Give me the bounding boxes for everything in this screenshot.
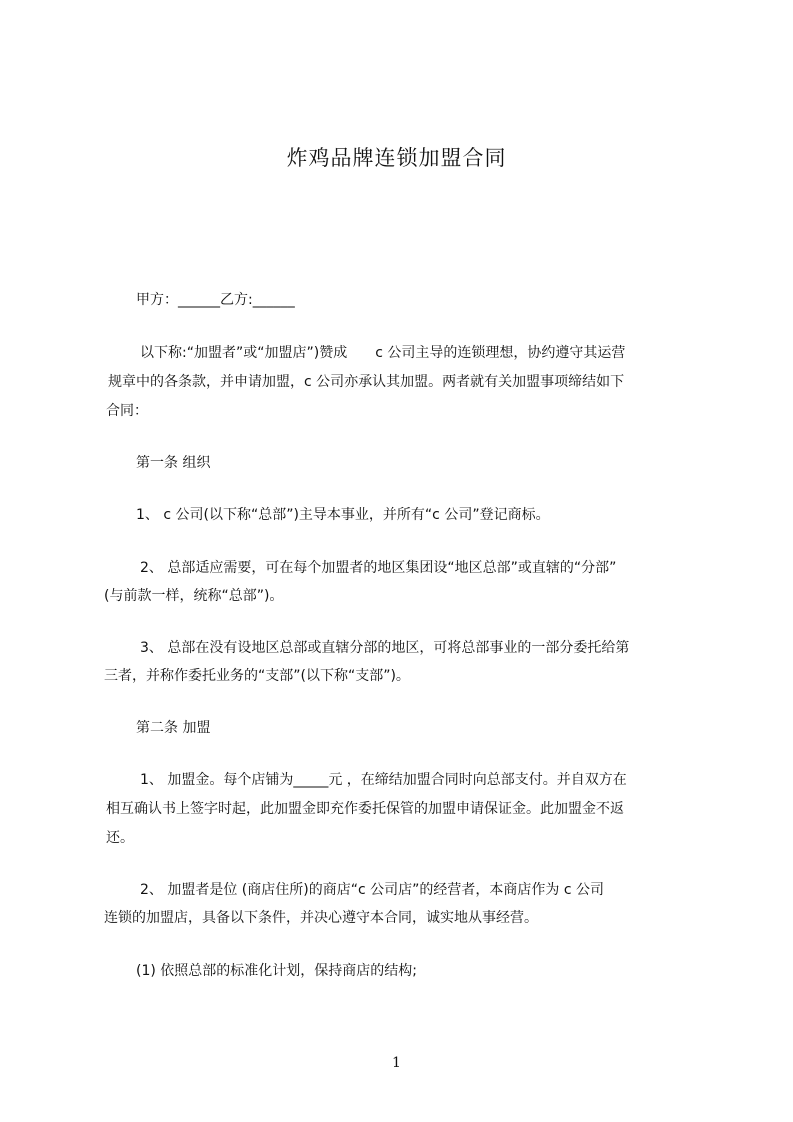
intro-line-3: 合同： xyxy=(106,403,148,419)
page-number: 1 xyxy=(392,1055,401,1071)
article-1-item-1: 1、 c 公司(以下称“总部”)主导本事业，并所有“c 公司”登记商标。 xyxy=(136,507,550,523)
intro-line-1: 以下称:“加盟者”或“加盟店”)赞成 c 公司主导的连锁理想，协约遵守其运营 xyxy=(140,345,626,361)
article-2-item-2-line-2: 连锁的加盟店，具备以下条件，并决心遵守本合同，诚实地从事经营。 xyxy=(104,910,538,926)
article-2-item-1-line-3: 还。 xyxy=(106,830,134,846)
article-2-sub-1: (1) 依照总部的标准化计划，保持商店的结构; xyxy=(136,963,417,979)
document-title: 炸鸡品牌连锁加盟合同 xyxy=(286,146,507,170)
article-2-item-1-line-1: 1、 加盟金。每个店铺为_____元 ，在缔结加盟合同时向总部支付。并自双方在 xyxy=(140,772,627,788)
article-1-item-3-line-1: 3、 总部在没有设地区总部或直辖分部的地区，可将总部事业的一部分委托给第 xyxy=(140,640,630,656)
article-2-item-2-line-1: 2、 加盟者是位 (商店住所)的商店“c 公司店”的经营者，本商店作为 c 公司 xyxy=(140,882,604,898)
article-1-heading: 第一条 组织 xyxy=(136,455,211,471)
article-2-heading: 第二条 加盟 xyxy=(136,720,211,736)
parties-line: 甲方：______乙方:______ xyxy=(136,292,295,308)
article-1-item-3-line-2: 三者，并称作委托业务的“支部”(以下称“支部”)。 xyxy=(104,668,410,684)
article-2-item-1-line-2: 相互确认书上签字时起，此加盟金即充作委托保管的加盟申请保证金。此加盟金不返 xyxy=(106,801,624,817)
article-1-item-2-line-2: (与前款一样，统称“总部”)。 xyxy=(104,588,284,604)
intro-line-2: 规章中的各条款，并申请加盟，c 公司亦承认其加盟。两者就有关加盟事项缔结如下 xyxy=(108,374,625,390)
article-1-item-2-line-1: 2、 总部适应需要，可在每个加盟者的地区集团设“地区总部”或直辖的“分部” xyxy=(140,560,617,576)
